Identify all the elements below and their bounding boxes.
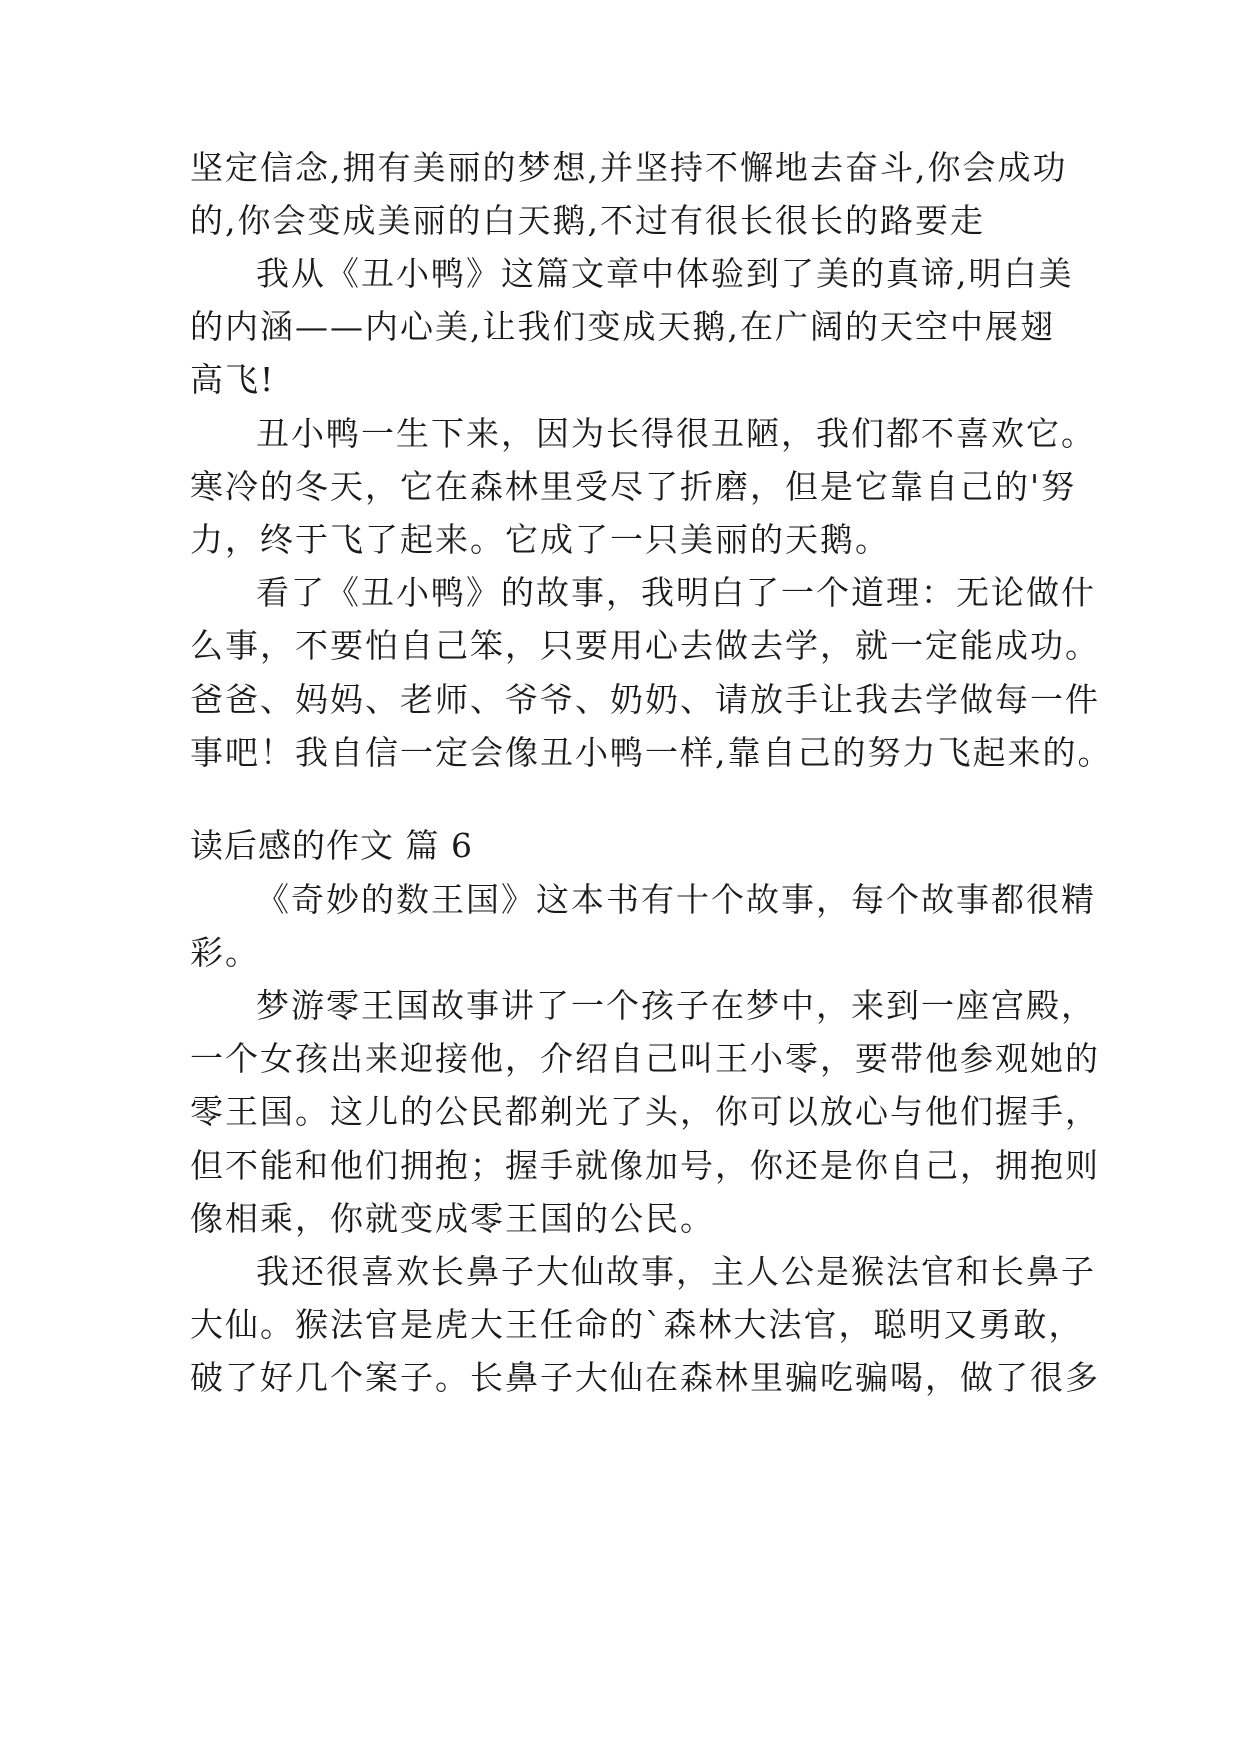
paragraph-line: 像相乘，你就变成零王国的公民。 [190,1199,715,1238]
section-heading: 读后感的作文 篇 6 [190,826,473,865]
paragraph-line: 但不能和他们拥抱；握手就像加号，你还是你自己，拥抱则 [190,1146,1100,1185]
paragraph-line: 看了《丑小鸭》的故事，我明白了一个道理：无论做什 [256,573,1096,612]
paragraph-line: 一个女孩出来迎接他，介绍自己叫王小零，要带他参观她的 [190,1039,1100,1078]
paragraph-line: 高飞! [190,360,276,399]
paragraph-line: 的内涵——内心美,让我们变成天鹅,在广阔的天空中展翅 [190,307,1055,346]
paragraph-line: 破了好几个案子。长鼻子大仙在森林里骗吃骗喝，做了很多 [190,1358,1100,1397]
paragraph-line: 的,你会变成美丽的白天鹅,不过有很长很长的路要走 [190,201,985,240]
paragraph-line: 事吧！我自信一定会像丑小鸭一样,靠自己的努力飞起来的。 [190,733,1113,772]
paragraph-line: 寒冷的冬天，它在森林里受尽了折磨，但是它靠自己的'努 [190,467,1077,506]
paragraph-line: 坚定信念,拥有美丽的梦想,并坚持不懈地去奋斗,你会成功 [190,148,1068,187]
paragraph-line: 我还很喜欢长鼻子大仙故事，主人公是猴法官和长鼻子 [256,1252,1096,1291]
paragraph-line: 爸爸、妈妈、老师、爷爷、奶奶、请放手让我去学做每一件 [190,680,1100,719]
paragraph-line: 力，终于飞了起来。它成了一只美丽的天鹅。 [190,520,890,559]
paragraph-line: 我从《丑小鸭》这篇文章中体验到了美的真谛,明白美 [256,254,1074,293]
paragraph-line: 么事，不要怕自己笨，只要用心去做去学，就一定能成功。 [190,626,1100,665]
paragraph-line: 零王国。这儿的公民都剃光了头，你可以放心与他们握手， [190,1092,1100,1131]
paragraph-line: 丑小鸭一生下来，因为长得很丑陋，我们都不喜欢它。 [256,414,1096,453]
paragraph-line: 彩。 [190,933,260,972]
paragraph-line: 《奇妙的数王国》这本书有十个故事，每个故事都很精 [256,880,1096,919]
paragraph-line: 梦游零王国故事讲了一个孩子在梦中，来到一座宫殿， [256,986,1096,1025]
paragraph-line: 大仙。猴法官是虎大王任命的`森林大法官，聪明又勇敢， [190,1305,1084,1344]
